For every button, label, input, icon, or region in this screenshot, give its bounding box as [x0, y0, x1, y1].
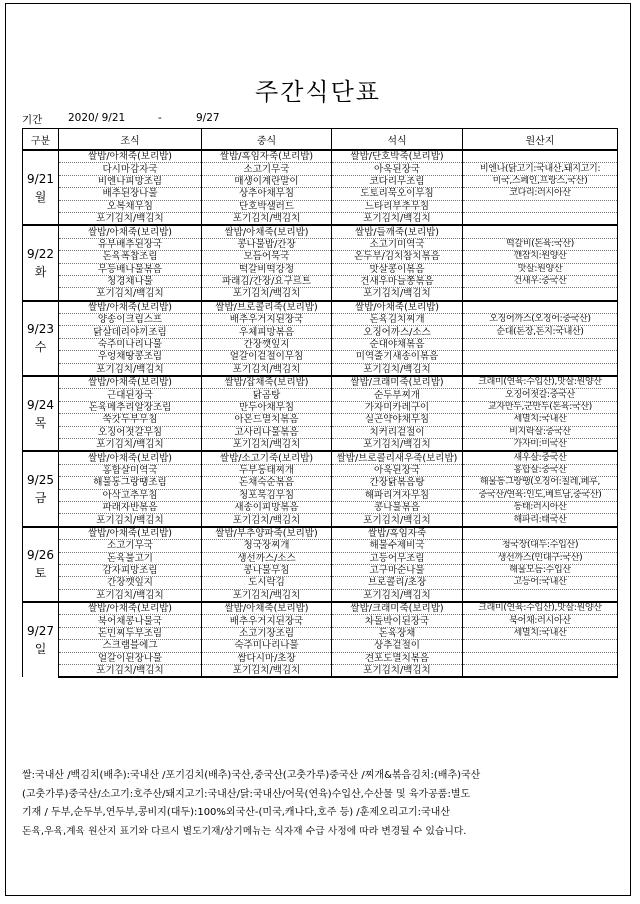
breakfast-cell: 오징어젓갈무침	[59, 426, 202, 438]
dinner-cell: 견포도멸치볶음	[332, 652, 463, 664]
breakfast-cell: 배추된장나물	[59, 188, 202, 200]
breakfast-cell: 양송이크림스프	[59, 314, 202, 326]
table-row	[23, 351, 618, 363]
dinner-cell: 오징어까스/소스	[332, 326, 463, 338]
menu-body	[23, 150, 618, 677]
dinner-cell: 포기김치/백김치	[332, 438, 463, 451]
breakfast-cell: 비엔나피망조림	[59, 175, 202, 187]
dinner-cell: 소고기미역국	[332, 238, 463, 250]
origin-cell: 크래미(연육:수입산),맛살:원양산	[463, 376, 618, 389]
table-row	[23, 314, 618, 326]
lunch-cell: 간장깻잎지	[202, 338, 332, 350]
table-row	[23, 414, 618, 426]
table-row	[23, 602, 618, 615]
table-row	[23, 652, 618, 664]
origin-cell	[463, 640, 618, 652]
origin-cell	[463, 212, 618, 225]
origin-cell: 교자만두,군만두(돈육:국산)	[463, 401, 618, 413]
table-row	[23, 326, 618, 338]
dinner-cell: 쌀밥/아채죽(보리밥)	[332, 301, 463, 314]
header-origin: 원산지	[463, 129, 618, 151]
breakfast-cell: 파래자반볶음	[59, 501, 202, 513]
lunch-cell: 청국장찌개	[202, 540, 332, 552]
lunch-cell: 소고기장조림	[202, 627, 332, 639]
dinner-cell: 해물수제비국	[332, 540, 463, 552]
breakfast-cell: 다시마감자국	[59, 163, 202, 175]
period-dash: -	[158, 112, 162, 124]
origin-cell: 떡갈비(돈육:국산)	[463, 238, 618, 250]
lunch-cell: 소고기무국	[202, 163, 332, 175]
breakfast-cell: 쌀밥/아채죽(보리밥)	[59, 376, 202, 389]
lunch-cell: 포기김치/백김치	[202, 514, 332, 527]
table-row	[23, 489, 618, 501]
date-text: 9/24	[27, 397, 54, 412]
origin-cell: 깬잠치:원양산	[463, 251, 618, 263]
lunch-cell: 쌀밥/잡채죽(보리밥)	[202, 376, 332, 389]
table-row	[23, 163, 618, 175]
breakfast-cell: 우엉채땅콩조림	[59, 351, 202, 363]
table-row	[23, 338, 618, 350]
breakfast-cell: 해물동그랑땡조림	[59, 477, 202, 489]
table-row	[23, 376, 618, 389]
breakfast-cell: 포기김치/백김치	[59, 212, 202, 225]
lunch-cell: 쌀밥/흑임자죽(보리밥)	[202, 150, 332, 163]
origin-cell: 중국산/연육:인도,베트남,중국산)	[463, 489, 618, 501]
lunch-cell: 포기김치/백김치	[202, 363, 332, 376]
origin-cell: 세멸치:국내산	[463, 627, 618, 639]
origin-cell	[463, 665, 618, 678]
dinner-cell: 쌀밥/크래미죽(보리밥)	[332, 602, 463, 615]
dinner-cell: 건새우마늘쫑볶음	[332, 275, 463, 287]
dinner-cell: 도토리묵오이무침	[332, 188, 463, 200]
breakfast-cell: 쌀밥/아채죽(보리밥)	[59, 451, 202, 464]
table-row	[23, 477, 618, 489]
breakfast-cell: 돈육폭찹조림	[59, 251, 202, 263]
dinner-cell: 치커리겉절이	[332, 426, 463, 438]
dinner-cell: 코다리무조림	[332, 175, 463, 187]
lunch-cell: 상추아채무침	[202, 188, 332, 200]
origin-cell: 건새우:중국산	[463, 275, 618, 287]
table-row	[23, 200, 618, 212]
date-text: 9/27	[27, 624, 54, 639]
table-row	[23, 288, 618, 301]
lunch-cell: 배추우거지된장국	[202, 314, 332, 326]
origin-cell: 순대(돈장,돈지:국내산)	[463, 326, 618, 338]
origin-cell: 북어채:러시아산	[463, 615, 618, 627]
origin-cell	[463, 589, 618, 602]
breakfast-cell: 쌀밥/아채죽(보리밥)	[59, 301, 202, 314]
header-row	[23, 129, 618, 151]
day-label	[23, 376, 59, 451]
dinner-cell: 돈육김치찌개	[332, 314, 463, 326]
dinner-cell: 콩나물볶음	[332, 501, 463, 513]
breakfast-cell: 간장깻잎지	[59, 577, 202, 589]
breakfast-cell: 아삭고추무침	[59, 489, 202, 501]
lunch-cell: 배추우거지된장국	[202, 615, 332, 627]
day-label	[23, 301, 59, 376]
table-row	[23, 577, 618, 589]
table-row	[23, 238, 618, 250]
weekday-text: 화	[34, 265, 47, 280]
table-row	[23, 426, 618, 438]
breakfast-cell: 감자피망조림	[59, 564, 202, 576]
dinner-cell: 느타리부추무침	[332, 200, 463, 212]
dinner-cell: 가자미카레구이	[332, 401, 463, 413]
table-row	[23, 514, 618, 527]
table-row	[23, 527, 618, 540]
page-title: 주간식단표	[255, 78, 381, 106]
lunch-cell: 새송이피망볶음	[202, 501, 332, 513]
breakfast-cell: 쌀밥/아채죽(보리밥)	[59, 225, 202, 238]
lunch-cell: 모듬어묵국	[202, 251, 332, 263]
lunch-cell: 포기김치/백김치	[202, 589, 332, 602]
table-row	[23, 451, 618, 464]
lunch-cell: 우체피망볶음	[202, 326, 332, 338]
period-label: 기간	[22, 114, 43, 126]
breakfast-cell: 돈육불고기	[59, 552, 202, 564]
lunch-cell: 닭곰탕	[202, 389, 332, 401]
table-row	[23, 501, 618, 513]
dinner-cell: 브로콜리/초장	[332, 577, 463, 589]
date-text: 9/21	[27, 171, 54, 186]
breakfast-cell: 포기김치/백김치	[59, 288, 202, 301]
table-row	[23, 564, 618, 576]
origin-cell	[463, 301, 618, 314]
dinner-cell: 쌀밥/들깨죽(보리밥)	[332, 225, 463, 238]
origin-cell: 고등어:국내산	[463, 577, 618, 589]
table-row	[23, 640, 618, 652]
breakfast-cell: 포기김치/백김치	[59, 363, 202, 376]
table-row	[23, 212, 618, 225]
lunch-cell: 매생이계란말이	[202, 175, 332, 187]
lunch-cell: 두부동태찌개	[202, 464, 332, 476]
weekly-menu-table	[22, 128, 618, 678]
origin-cell: 세멸치:국내산	[463, 414, 618, 426]
lunch-cell: 만두아채무침	[202, 401, 332, 413]
lunch-cell: 아몬드멸치볶음	[202, 414, 332, 426]
table-row	[23, 188, 618, 200]
lunch-cell: 도시락김	[202, 577, 332, 589]
lunch-cell: 콩나물무침	[202, 564, 332, 576]
origin-cell: 맛살:원양산	[463, 263, 618, 275]
breakfast-cell: 쌀밥/아채죽(보리밥)	[59, 150, 202, 163]
dinner-cell: 순두부찌개	[332, 389, 463, 401]
origin-cell: 해파리:태국산	[463, 514, 618, 527]
breakfast-cell: 쑥갓두부무침	[59, 414, 202, 426]
table-row	[23, 363, 618, 376]
origin-cell: 오징어까스(오징어:중국산)	[463, 314, 618, 326]
dinner-cell: 포기김치/백김치	[332, 288, 463, 301]
breakfast-cell: 오복채무침	[59, 200, 202, 212]
origin-cell: 홍합살:중국산	[463, 464, 618, 476]
lunch-cell: 청포묵김무침	[202, 489, 332, 501]
weekday-text: 수	[34, 340, 47, 355]
breakfast-cell: 무등배나물볶음	[59, 263, 202, 275]
header-lunch: 중식	[202, 129, 332, 151]
dinner-cell: 쌀밥/단호박죽(보리밥)	[332, 150, 463, 163]
weekday-text: 토	[34, 566, 47, 581]
breakfast-cell: 닭살데리야끼조림	[59, 326, 202, 338]
dinner-cell: 간장닭볶음탕	[332, 477, 463, 489]
dinner-cell: 포기김치/백김치	[332, 363, 463, 376]
table-row	[23, 150, 618, 163]
dinner-cell: 쌀밥/흑임자죽	[332, 527, 463, 540]
dinner-cell: 실곤약야채무침	[332, 414, 463, 426]
lunch-cell: 쌈다시마/초장	[202, 652, 332, 664]
lunch-cell: 쌀밥/브로콜리죽(보리밥)	[202, 301, 332, 314]
table-row	[23, 175, 618, 187]
origin-cell	[463, 527, 618, 540]
origin-cell	[463, 225, 618, 238]
breakfast-cell: 숙주미나리나물	[59, 338, 202, 350]
dinner-cell: 포기김치/백김치	[332, 665, 463, 678]
lunch-cell: 생선까스/소스	[202, 552, 332, 564]
lunch-cell: 숙주미나리나물	[202, 640, 332, 652]
table-row	[23, 665, 618, 678]
lunch-cell: 쌀밥/소고기죽(보리밥)	[202, 451, 332, 464]
weekday-text: 일	[34, 642, 47, 657]
breakfast-cell: 유부배추된장국	[59, 238, 202, 250]
lunch-cell: 콩나물밥/간장	[202, 238, 332, 250]
day-label	[23, 527, 59, 602]
dinner-cell: 온두부/김치참치볶음	[332, 251, 463, 263]
origin-cell	[463, 200, 618, 212]
origin-cell: 동태:러시아산	[463, 501, 618, 513]
dinner-cell: 순대야채볶음	[332, 338, 463, 350]
weekday-text: 월	[34, 189, 47, 204]
dinner-cell: 해파리겨자무침	[332, 489, 463, 501]
lunch-cell: 고사리나물볶음	[202, 426, 332, 438]
lunch-cell: 포기김치/백김치	[202, 438, 332, 451]
footer-line-1: 쌀:국내산 /백김치(배추):국내산 /포기김치(배추)국산,중국산(고춧가루)중국산 /찌개&볶음김치:(배추)국산	[22, 770, 481, 781]
date-text: 9/22	[27, 247, 54, 262]
date-text: 9/26	[27, 548, 54, 563]
footer-line-4: 돈육,우육,계육 원산지 표기와 다르시 별도기재/상기메뉴는 식자재 수급 사정에 따라 변경될 수 있습니다.	[22, 825, 467, 837]
breakfast-cell: 스크램블에그	[59, 640, 202, 652]
day-label	[23, 225, 59, 300]
breakfast-cell: 북어채콩나물국	[59, 615, 202, 627]
lunch-cell: 쌀밥/아채죽(보리밥)	[202, 602, 332, 615]
weekday-text: 금	[34, 491, 47, 506]
table-row	[23, 438, 618, 451]
origin-cell	[463, 652, 618, 664]
breakfast-cell: 돈민찌두부조림	[59, 627, 202, 639]
table-row	[23, 464, 618, 476]
lunch-cell: 포기김치/백김치	[202, 212, 332, 225]
table-row	[23, 615, 618, 627]
origin-cell: 해물동그랑땡(오징어:칠레,페루,	[463, 477, 618, 489]
lunch-cell: 쌀밥/아채죽(보리밥)	[202, 225, 332, 238]
menu-sheet	[5, 3, 631, 896]
origin-cell: 크래미(연육:수입산),맛살:원양산	[463, 602, 618, 615]
header-day: 구분	[23, 129, 59, 151]
header-dinner: 석식	[332, 129, 463, 151]
lunch-cell: 단호박샐러드	[202, 200, 332, 212]
origin-cell: 오징어젓갈:중국산	[463, 389, 618, 401]
origin-cell: 청국장(대두:수입산)	[463, 540, 618, 552]
day-label	[23, 150, 59, 225]
table-row	[23, 251, 618, 263]
breakfast-cell: 소고기무국	[59, 540, 202, 552]
header-breakfast: 조식	[59, 129, 202, 151]
origin-cell: 가자미:미국산	[463, 438, 618, 451]
period-start: 2020/ 9/21	[68, 112, 126, 124]
origin-cell	[463, 150, 618, 163]
breakfast-cell: 근대된장국	[59, 389, 202, 401]
date-text: 9/23	[27, 322, 54, 337]
lunch-cell: 떡갈비떡강정	[202, 263, 332, 275]
table-row	[23, 540, 618, 552]
dinner-cell: 아욱된장국	[332, 464, 463, 476]
footer-notes	[22, 767, 620, 841]
origin-cell: 생선까스(민대구:국산)	[463, 552, 618, 564]
origin-cell: 비지락살:중국산	[463, 426, 618, 438]
breakfast-cell: 포기김치/백김치	[59, 438, 202, 451]
table-row	[23, 301, 618, 314]
dinner-cell: 맛살콩이볶음	[332, 263, 463, 275]
dinner-cell: 포기김치/백김치	[332, 514, 463, 527]
table-row	[23, 627, 618, 639]
breakfast-cell: 청경채나물	[59, 275, 202, 287]
dinner-cell: 미역줄기새송이볶음	[332, 351, 463, 363]
breakfast-cell: 쌀밥/아채죽(보리밥)	[59, 602, 202, 615]
dinner-cell: 쌀밥/브로콜리새우죽(보리밥)	[332, 451, 463, 464]
lunch-cell: 포기김치/백김치	[202, 288, 332, 301]
origin-cell	[463, 363, 618, 376]
date-text: 9/25	[27, 473, 54, 488]
table-row	[23, 401, 618, 413]
origin-cell: 새우살:중국산	[463, 451, 618, 464]
table-row	[23, 263, 618, 275]
origin-cell: 비엔나(닭고기:국내산,돼지고기:	[463, 163, 618, 175]
table-row	[23, 275, 618, 287]
dinner-cell: 고등어무조림	[332, 552, 463, 564]
breakfast-cell: 홍합살미역국	[59, 464, 202, 476]
origin-cell: 해물모듬:수입산	[463, 564, 618, 576]
breakfast-cell: 포기김치/백김치	[59, 514, 202, 527]
lunch-cell: 쌀밥/부추양파죽(보리밥)	[202, 527, 332, 540]
breakfast-cell: 포기김치/백김치	[59, 665, 202, 678]
table-row	[23, 589, 618, 602]
origin-cell: 코다리:러시아산	[463, 188, 618, 200]
origin-cell	[463, 338, 618, 350]
origin-cell: 미국,스페인,프랑스,국산)	[463, 175, 618, 187]
dinner-cell: 쌀밥/크래미죽(보리밥)	[332, 376, 463, 389]
footer-line-3: 기재 / 두부,순두부,연두부,콩비지(대두):100%외국산-(미국,캐나다,호주 등) /훈제오리고기:국내산	[22, 807, 450, 818]
lunch-cell: 돈채숙순볶음	[202, 477, 332, 489]
table-row	[23, 225, 618, 238]
lunch-cell: 파래김/간장/요구르트	[202, 275, 332, 287]
table-row	[23, 389, 618, 401]
breakfast-cell: 쌀밥/아채죽(보리밥)	[59, 527, 202, 540]
breakfast-cell: 포기김치/백김치	[59, 589, 202, 602]
dinner-cell: 돈육장채	[332, 627, 463, 639]
lunch-cell: 얼갈이겉절이무침	[202, 351, 332, 363]
period-end: 9/27	[196, 112, 220, 124]
dinner-cell: 아욱된장국	[332, 163, 463, 175]
dinner-cell: 포기김치/백김치	[332, 212, 463, 225]
day-label	[23, 602, 59, 677]
dinner-cell: 고구마순나물	[332, 564, 463, 576]
dinner-cell: 상추겉절이	[332, 640, 463, 652]
weekday-text: 목	[34, 415, 47, 430]
lunch-cell: 포기김치/백김치	[202, 665, 332, 678]
day-label	[23, 451, 59, 526]
dinner-cell: 포기김치/백김치	[332, 589, 463, 602]
dinner-cell: 차돌박이된장국	[332, 615, 463, 627]
breakfast-cell: 얼갈이된장나물	[59, 652, 202, 664]
table-row	[23, 552, 618, 564]
footer-line-2: (고춧가루)중국산/소고기:호주산/돼지고기:국내산/닭:국내산/어묵(연육)수입산,수산물 및 육가공품:별도	[22, 788, 471, 800]
origin-cell	[463, 288, 618, 301]
origin-cell	[463, 351, 618, 363]
breakfast-cell: 돈육메추리알장조림	[59, 401, 202, 413]
